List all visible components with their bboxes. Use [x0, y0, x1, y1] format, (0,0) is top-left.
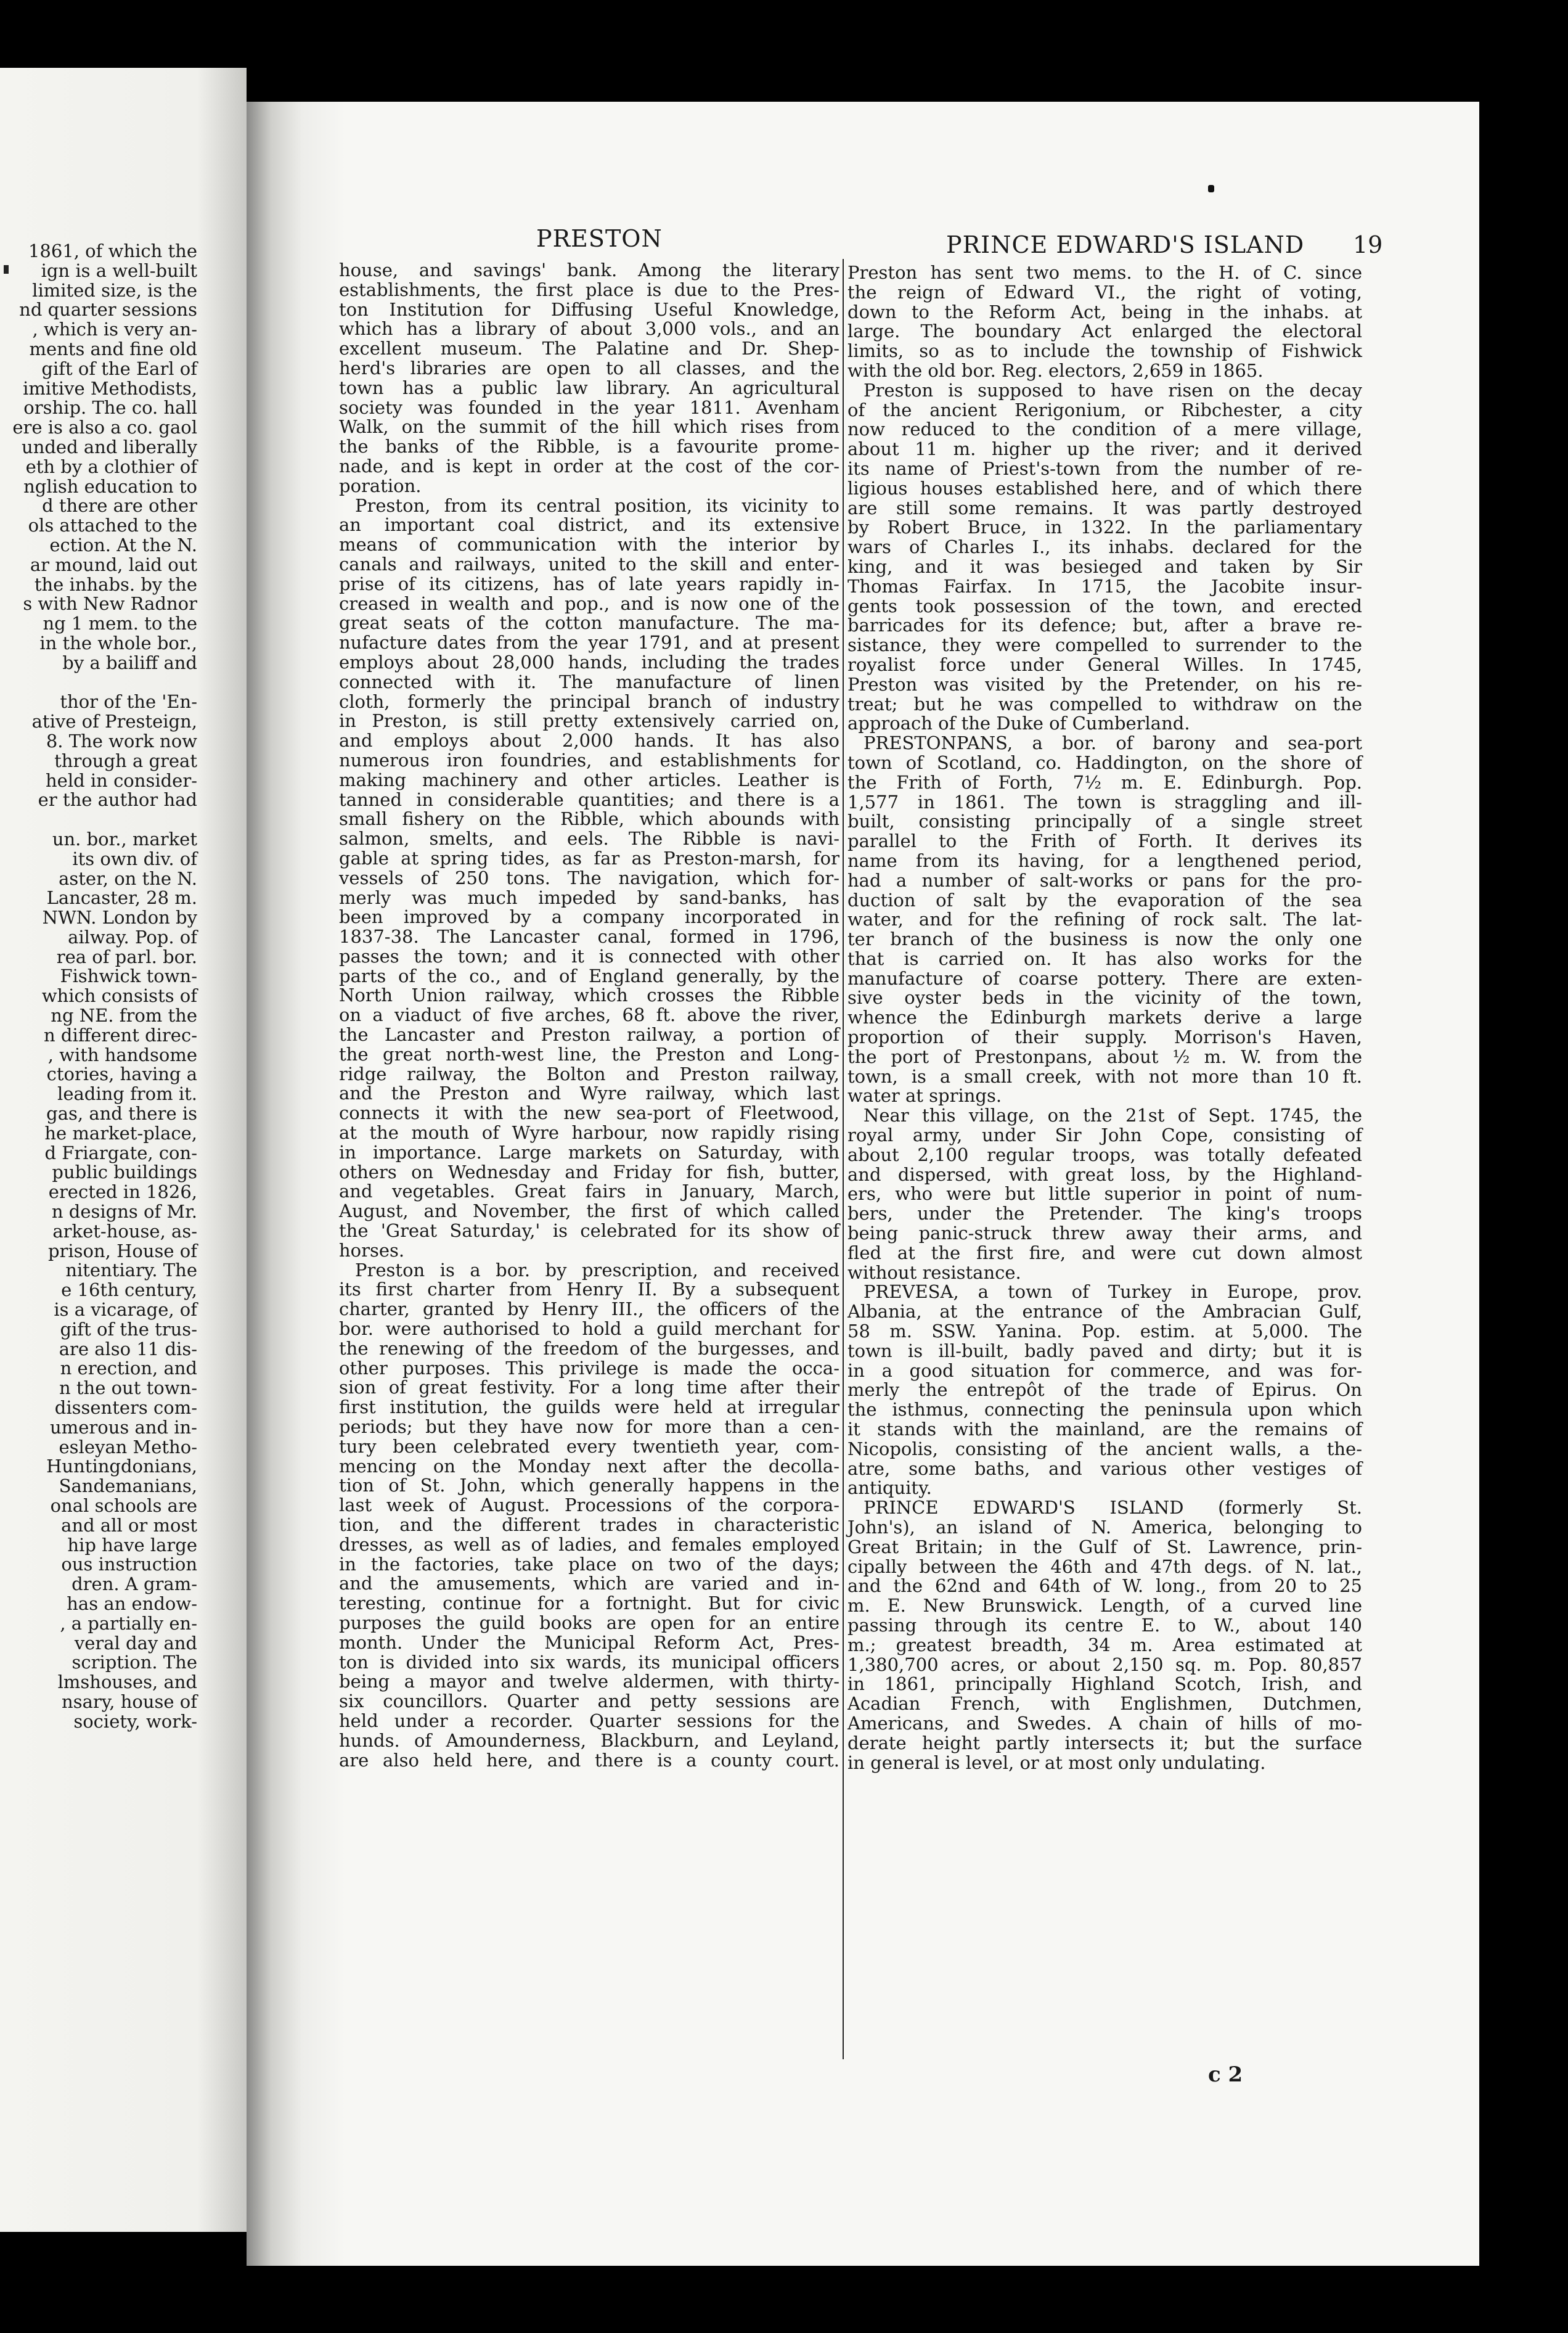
text-line: erected in 1826, [48, 1181, 197, 1203]
text-line: NWN. London by [42, 907, 197, 929]
text-line: Preston is supposed to have risen on the decay [864, 379, 1362, 401]
text-line [0, 810, 197, 830]
text-line: August, and November, the first of which called [339, 1200, 839, 1222]
text-line: cipally between the 46th and 47th degs. of N. lat., [847, 1556, 1362, 1577]
left-page-text-column [0, 242, 197, 1732]
text-line: town, is a small creek, with not more than 10 ft. [847, 1065, 1362, 1087]
text-line: without resistance. [847, 1261, 1021, 1283]
text-line: Nicopolis, consisting of the ancient walls, a the- [847, 1438, 1362, 1459]
text-line: 1861, of which the [28, 240, 197, 261]
text-line: nade, and is kept in order at the cost of the cor- [339, 455, 839, 477]
text-line: are also held here, and there is a county court. [339, 1749, 839, 1771]
text-line: parts of the co., and of England generally, by the [339, 965, 839, 986]
text-line: m. E. New Brunswick. Length, of a curved line [847, 1595, 1362, 1617]
text-line: by a bailiff and [62, 652, 197, 673]
signature-mark: c 2 [1208, 2062, 1243, 2087]
text-line: herd's libraries are open to all classes, and the [339, 357, 839, 379]
text-line: ols attached to the [28, 515, 197, 536]
text-line: ng 1 mem. to the [43, 613, 197, 634]
text-line: Preston is a bor. by prescription, and received [355, 1259, 839, 1281]
text-line: ere is also a co. gaol [12, 417, 197, 438]
ink-speck [1208, 185, 1214, 192]
text-line: the reign of Edward VI., the right of voting, [847, 281, 1362, 303]
text-line: dresses, as well as of ladies, and females employed [339, 1533, 839, 1555]
text-line: with the old bor. Reg. electors, 2,659 in 1865. [847, 359, 1264, 381]
text-line: duction of salt by the evaporation of the sea [847, 889, 1362, 911]
text-line: ter branch of the business is now the only one [847, 929, 1362, 950]
text-line: orship. The co. hall [23, 397, 197, 419]
text-line: merly was much impeded by sand-banks, has [339, 887, 839, 908]
text-line: onal schools are [50, 1495, 197, 1516]
text-line: public buildings [52, 1162, 197, 1183]
text-line: lmshouses, and [57, 1671, 197, 1693]
text-line: nglish education to [23, 475, 197, 497]
text-line: water, and for the refining of rock salt. The lat- [847, 909, 1362, 930]
text-line: tion, and the different trades in characteristic [339, 1514, 839, 1535]
text-line: Albania, at the entrance of the Ambracian Gulf, [847, 1301, 1362, 1322]
text-line: name from its having, for a lengthened period, [847, 850, 1362, 871]
text-line: had a number of salt-works or pans for the pro- [847, 869, 1362, 891]
text-line: now reduced to the condition of a mere village, [847, 419, 1362, 440]
text-line: six councillors. Quarter and petty sessions are [339, 1691, 839, 1712]
text-line: Preston has sent two mems. to the H. of C. since [847, 262, 1362, 283]
text-line: vessels of 250 tons. The navigation, which for- [339, 867, 839, 888]
text-line: prise of its citizens, has of late years rapidly in- [339, 573, 839, 594]
text-line: numerous iron foundries, and establishments for [339, 749, 839, 771]
text-line: connects it with the new sea-port of Fleetwood, [339, 1102, 839, 1124]
text-line: which consists of [41, 985, 197, 1007]
text-line: and the 62nd and 64th of W. long., from 20 to 25 [847, 1575, 1362, 1597]
text-line: gents took possession of the town, and erected [847, 595, 1362, 617]
text-line: and the amusements, which are varied and in- [339, 1573, 839, 1594]
text-line: town is ill-built, badly paved and dirty; but it is [847, 1340, 1362, 1361]
text-line: imitive Methodists, [23, 377, 197, 399]
text-line: connected with it. The manufacture of linen [339, 671, 839, 692]
text-line: creased in wealth and pop., and is now one of the [339, 592, 839, 614]
text-line: and employs about 2,000 hands. It has also [339, 730, 839, 752]
text-line: at the mouth of Wyre harbour, now rapidly rising [339, 1122, 839, 1144]
text-line: approach of the Duke of Cumberland. [847, 713, 1190, 734]
text-line: the inhabs. by the [34, 573, 197, 595]
text-line: other purposes. This privilege is made the occa- [339, 1357, 839, 1379]
text-line: n the out town- [59, 1377, 197, 1399]
text-line: bor. were authorised to hold a guild merchant for [339, 1318, 839, 1340]
text-line: that is carried on. It has also works for the [847, 948, 1362, 969]
text-line: limited size, is the [32, 279, 197, 301]
text-line: tion of St. John, which generally happens in the [339, 1475, 839, 1496]
text-line: are also 11 dis- [59, 1338, 197, 1359]
text-line: PRESTONPANS, a bor. of barony and sea-port [864, 732, 1362, 754]
text-line: fled at the first fire, and were cut down almost [847, 1242, 1362, 1263]
text-line: , which is very an- [32, 319, 197, 340]
text-line: has an endow- [67, 1593, 197, 1614]
text-line: ctories, having a [46, 1064, 197, 1085]
text-line: Sandemanians, [59, 1475, 197, 1497]
text-line: 58 m. SSW. Yanina. Pop. estim. at 5,000. The [847, 1321, 1362, 1342]
text-line: ton is divided into six wards, its municipal officers [339, 1651, 839, 1673]
text-line: John's), an island of N. America, belonging to [847, 1517, 1362, 1538]
text-line: ligious houses established here, and of which there [847, 477, 1362, 499]
text-line: dren. A gram- [71, 1573, 197, 1595]
text-line: 1,577 in 1861. The town is straggling and ill- [847, 791, 1362, 813]
text-line: eth by a clothier of [25, 456, 197, 477]
text-line: rea of parl. bor. [56, 946, 197, 967]
text-line: in 1861, principally Highland Scotch, Irish, and [847, 1673, 1362, 1695]
text-line: royal army, under Sir John Cope, consisting of [847, 1125, 1362, 1146]
text-line: 1,380,700 acres, or about 2,150 sq. m. Pop. 80,857 [847, 1654, 1362, 1675]
text-line: Thomas Fairfax. In 1715, the Jacobite insur- [847, 575, 1362, 597]
text-line: about 11 m. higher up the river; and it derived [847, 438, 1362, 460]
text-line: veral day and [74, 1632, 197, 1654]
text-line: ridge railway, the Bolton and Preston railway, [339, 1063, 839, 1084]
text-line: salmon, smelts, and eels. The Ribble is navi- [339, 828, 839, 850]
text-line: town of Scotland, co. Haddington, on the shore of [847, 752, 1362, 773]
text-line: gift of the trus- [60, 1318, 197, 1340]
text-line: tanned in considerable quantities; and there is a [339, 789, 839, 810]
text-line: ous instruction [61, 1554, 197, 1575]
text-line: n different direc- [44, 1024, 197, 1046]
text-line: passes the town; and it is connected with other [339, 945, 839, 967]
page-number: 19 [1353, 231, 1383, 258]
text-line: employs about 28,000 hands, including the trades [339, 651, 839, 673]
text-line: the great north-west line, the Preston and Long- [339, 1043, 839, 1065]
text-line: manufacture of coarse pottery. There are exten- [847, 967, 1362, 989]
text-line: teresting, continue for a fortnight. But for civic [339, 1593, 839, 1614]
text-line: establishments, the first place is due to the Pres- [339, 279, 839, 300]
text-line: gas, and there is [46, 1103, 197, 1125]
text-line: e 16th century, [61, 1279, 197, 1301]
text-line: Preston was visited by the Pretender, on his re- [847, 673, 1362, 695]
text-line: the Lancaster and Preston railway, a portion of [339, 1024, 839, 1046]
text-line: cloth, formerly the principal branch of industry [339, 691, 839, 712]
text-line: held in consider- [46, 769, 197, 791]
text-line: charter, granted by Henry III., the officers of the [339, 1298, 839, 1320]
text-line: merly the entrepôt of the trade of Epirus. On [847, 1379, 1362, 1401]
text-line: of the ancient Rerigonium, or Ribchester, a city [847, 399, 1362, 420]
text-line: barricades for its defence; but, after a brave re- [847, 615, 1362, 636]
text-line: being panic-struck threw away their arms, and [847, 1223, 1362, 1244]
text-line: scription. The [71, 1652, 197, 1673]
text-line: are still some remains. It was partly destroyed [847, 497, 1362, 519]
text-line: been improved by a company incorporated in [339, 906, 839, 928]
text-line: umerous and in- [50, 1416, 197, 1438]
text-line: first institution, the guilds were held at irregular [339, 1396, 839, 1418]
left-facing-page [0, 68, 247, 2232]
text-line: wars of Charles I., its inhabs. declared for the [847, 536, 1362, 558]
text-line: is a vicarage, of [54, 1299, 197, 1321]
text-line: held under a recorder. Quarter sessions for the [339, 1710, 839, 1731]
text-line: small fishery on the Ribble, which abounds with [339, 808, 839, 830]
text-line: treat; but he was compelled to withdraw on the [847, 693, 1362, 715]
text-line: its first charter from Henry II. By a subsequent [339, 1279, 839, 1300]
text-line: 1837-38. The Lancaster canal, formed in 1796, [339, 926, 839, 948]
text-line: month. Under the Municipal Reform Act, Pres- [339, 1631, 839, 1653]
text-line: built, consisting principally of a single street [847, 811, 1362, 832]
text-line: ign is a well-built [41, 260, 197, 281]
text-line: Acadian French, with Englishmen, Dutchmen, [847, 1693, 1362, 1715]
text-line: nitentiary. The [65, 1260, 197, 1281]
text-column-left [339, 261, 839, 1770]
text-line: passing through its centre E. to W., about 140 [847, 1614, 1362, 1636]
text-line: the port of Prestonpans, about ½ m. W. from the [847, 1046, 1362, 1067]
text-line: d there are other [42, 495, 197, 517]
text-line: prison, House of [47, 1240, 197, 1261]
right-page [247, 102, 1479, 2266]
text-line: ailway. Pop. of [68, 926, 197, 948]
text-line: poration. [339, 475, 422, 496]
text-line: 8. The work now [46, 730, 197, 752]
text-line: gable at spring tides, as far as Preston-marsh, for [339, 847, 839, 869]
text-line: canals and railways, united to the skill and enter- [339, 553, 839, 575]
text-line: mencing on the Monday next after the decolla- [339, 1455, 839, 1477]
text-line: in Preston, is still pretty extensively carried on, [339, 710, 839, 732]
text-line: Lancaster, 28 m. [46, 887, 197, 909]
text-column-right [847, 263, 1362, 1773]
text-line: sive oyster beds in the vicinity of the town, [847, 987, 1362, 1009]
text-line: excellent museum. The Palatine and Dr. Shep- [339, 338, 839, 359]
text-line: and dispersed, with great loss, by the Highland- [847, 1163, 1362, 1185]
text-line: North Union railway, which crosses the Ribble [339, 985, 839, 1006]
text-line: nufacture dates from the year 1791, and at present [339, 632, 839, 654]
text-line: ments and fine old [29, 338, 197, 359]
text-line: and all or most [61, 1514, 197, 1536]
text-line: and vegetables. Great fairs in January, March, [339, 1181, 839, 1202]
text-line: purposes the guild books are open for an entire [339, 1612, 839, 1633]
text-line: er the author had [38, 789, 197, 811]
text-line: antiquity. [847, 1477, 932, 1499]
text-line: making machinery and other articles. Leather is [339, 769, 839, 790]
text-line: the Frith of Forth, 7½ m. E. Edinburgh. Pop. [847, 771, 1362, 793]
text-line: arket-house, as- [52, 1220, 197, 1242]
text-line: in a good situation for commerce, and was for- [847, 1359, 1362, 1381]
text-line: an important coal district, and its extensive [339, 514, 839, 536]
text-line: he market-place, [44, 1122, 197, 1144]
text-line: s with New Radnor [23, 593, 197, 615]
text-line: town has a public law library. An agricultural [339, 377, 839, 398]
text-line: Preston, from its central position, its vicinity to [355, 494, 839, 516]
text-line: and the Preston and Wyre railway, which last [339, 1083, 839, 1104]
text-line: ers, who were but little superior in point of num- [847, 1183, 1362, 1205]
text-line: the renewing of the freedom of the burgesses, and [339, 1337, 839, 1359]
text-line: king, and it was besieged and taken by Sir [847, 556, 1362, 577]
text-line: in general is level, or at most only undulating. [847, 1752, 1266, 1773]
text-line: society was founded in the year 1811. Avenham [339, 396, 839, 418]
text-line: , a partially en- [60, 1612, 197, 1634]
running-head-right: PRINCE EDWARD'S ISLAND [946, 231, 1305, 258]
text-line: nd quarter sessions [19, 299, 197, 321]
text-line: m.; greatest breadth, 34 m. Area estimated at [847, 1634, 1362, 1655]
text-line: water at springs. [847, 1085, 1002, 1107]
text-line: hip have large [67, 1534, 197, 1556]
text-line: its name of Priest's-town from the number of re- [847, 457, 1362, 479]
text-line: sion of great festivity. For a long time after their [339, 1377, 839, 1398]
text-line: by Robert Bruce, in 1322. In the parliamentary [847, 517, 1362, 538]
text-line: great seats of the cotton manufacture. The ma- [339, 612, 839, 634]
text-line: Great Britain; in the Gulf of St. Lawrence, prin- [847, 1536, 1362, 1557]
text-line: parallel to the Frith of Forth. It derives its [847, 830, 1362, 852]
text-line: limits, so as to include the township of Fishwick [847, 340, 1362, 362]
text-line: means of communication with the interior by [339, 534, 839, 556]
text-line: the banks of the Ribble, is a favourite prome- [339, 436, 839, 457]
text-line: on a viaduct of five arches, 68 ft. above the river, [339, 1004, 839, 1026]
text-line: about 2,100 regular troops, was totally defeated [847, 1144, 1362, 1165]
text-line: atre, some baths, and various other vestiges of [847, 1458, 1362, 1479]
text-line: last week of August. Processions of the corpora- [339, 1495, 839, 1516]
text-line: which has a library of about 3,000 vols., and an [339, 318, 839, 340]
text-line: ection. At the N. [49, 534, 197, 556]
text-line: it stands with the mainland, are the remains of [847, 1419, 1362, 1440]
text-line: house, and savings' bank. Among the literary [339, 260, 839, 281]
text-line: Near this village, on the 21st of Sept. 1745, the [864, 1105, 1362, 1126]
text-line: gift of the Earl of [41, 358, 197, 379]
text-line: n erection, and [60, 1358, 197, 1379]
text-line: bers, under the Pretender. The king's troops [847, 1203, 1362, 1224]
text-line: the isthmus, connecting the peninsula upon which [847, 1399, 1362, 1421]
text-line: society, work- [73, 1710, 197, 1732]
text-line: large. The boundary Act enlarged the electoral [847, 321, 1362, 342]
text-line: in the whole bor., [39, 632, 197, 654]
text-line: proportion of their supply. Morrison's Haven, [847, 1027, 1362, 1048]
text-line: dissenters com- [54, 1397, 197, 1419]
text-line: in importance. Large markets on Saturday, with [339, 1141, 839, 1163]
text-line: esleyan Metho- [59, 1436, 197, 1458]
text-line: derate height partly intersects it; but the surface [847, 1732, 1362, 1753]
text-line: down to the Reform Act, being in the inhabs. at [847, 301, 1362, 322]
text-line: un. bor., market [52, 828, 197, 850]
text-line: ar mound, laid out [30, 554, 197, 575]
text-line: periods; but they have now for more than a cen- [339, 1416, 839, 1438]
text-line: sistance, they were compelled to surrender to the [847, 634, 1362, 656]
text-line: in the factories, take place on two of the days; [339, 1553, 839, 1575]
text-line: Walk, on the summit of the hill which rises from [339, 416, 839, 438]
text-line: unded and liberally [22, 436, 197, 457]
text-line: ng NE. from the [51, 1005, 197, 1027]
text-line: ton Institution for Diffusing Useful Knowledge, [339, 298, 839, 320]
text-line: through a great [54, 750, 197, 771]
text-line: PRINCE EDWARD'S ISLAND (formerly St. [864, 1497, 1362, 1519]
text-line: royalist force under General Willes. In 1745, [847, 654, 1362, 675]
text-line: the 'Great Saturday,' is celebrated for its show of [339, 1220, 839, 1242]
text-line: PREVESA, a town of Turkey in Europe, prov. [864, 1281, 1362, 1303]
text-line: its own div. of [72, 848, 197, 869]
text-line: Fishwick town- [60, 966, 197, 987]
text-line: d Friargate, con- [44, 1142, 197, 1163]
column-rule [843, 259, 844, 2059]
text-line: hunds. of Amounderness, Blackburn, and Leyland, [339, 1729, 839, 1751]
text-line: n designs of Mr. [51, 1201, 197, 1223]
text-line: nsary, house of [62, 1691, 197, 1712]
text-line: tury been celebrated every twentieth year, com- [339, 1435, 839, 1457]
text-line: whence the Edinburgh markets derive a large [847, 1007, 1362, 1028]
text-line: horses. [339, 1239, 405, 1261]
text-line: Americans, and Swedes. A chain of hills of mo- [847, 1712, 1362, 1734]
text-line: leading from it. [57, 1083, 197, 1105]
text-line: aster, on the N. [59, 867, 197, 889]
text-line: , with handsome [47, 1044, 197, 1065]
text-line: thor of the 'En- [60, 691, 197, 713]
text-line: others on Wednesday and Friday for fish, butter, [339, 1161, 839, 1183]
text-line: being a mayor and twelve aldermen, with thirty- [339, 1671, 839, 1692]
running-head-left: PRESTON [536, 225, 663, 252]
text-line: ative of Presteign, [31, 711, 197, 732]
text-line [0, 673, 197, 693]
text-line: Huntingdonians, [46, 1456, 197, 1477]
